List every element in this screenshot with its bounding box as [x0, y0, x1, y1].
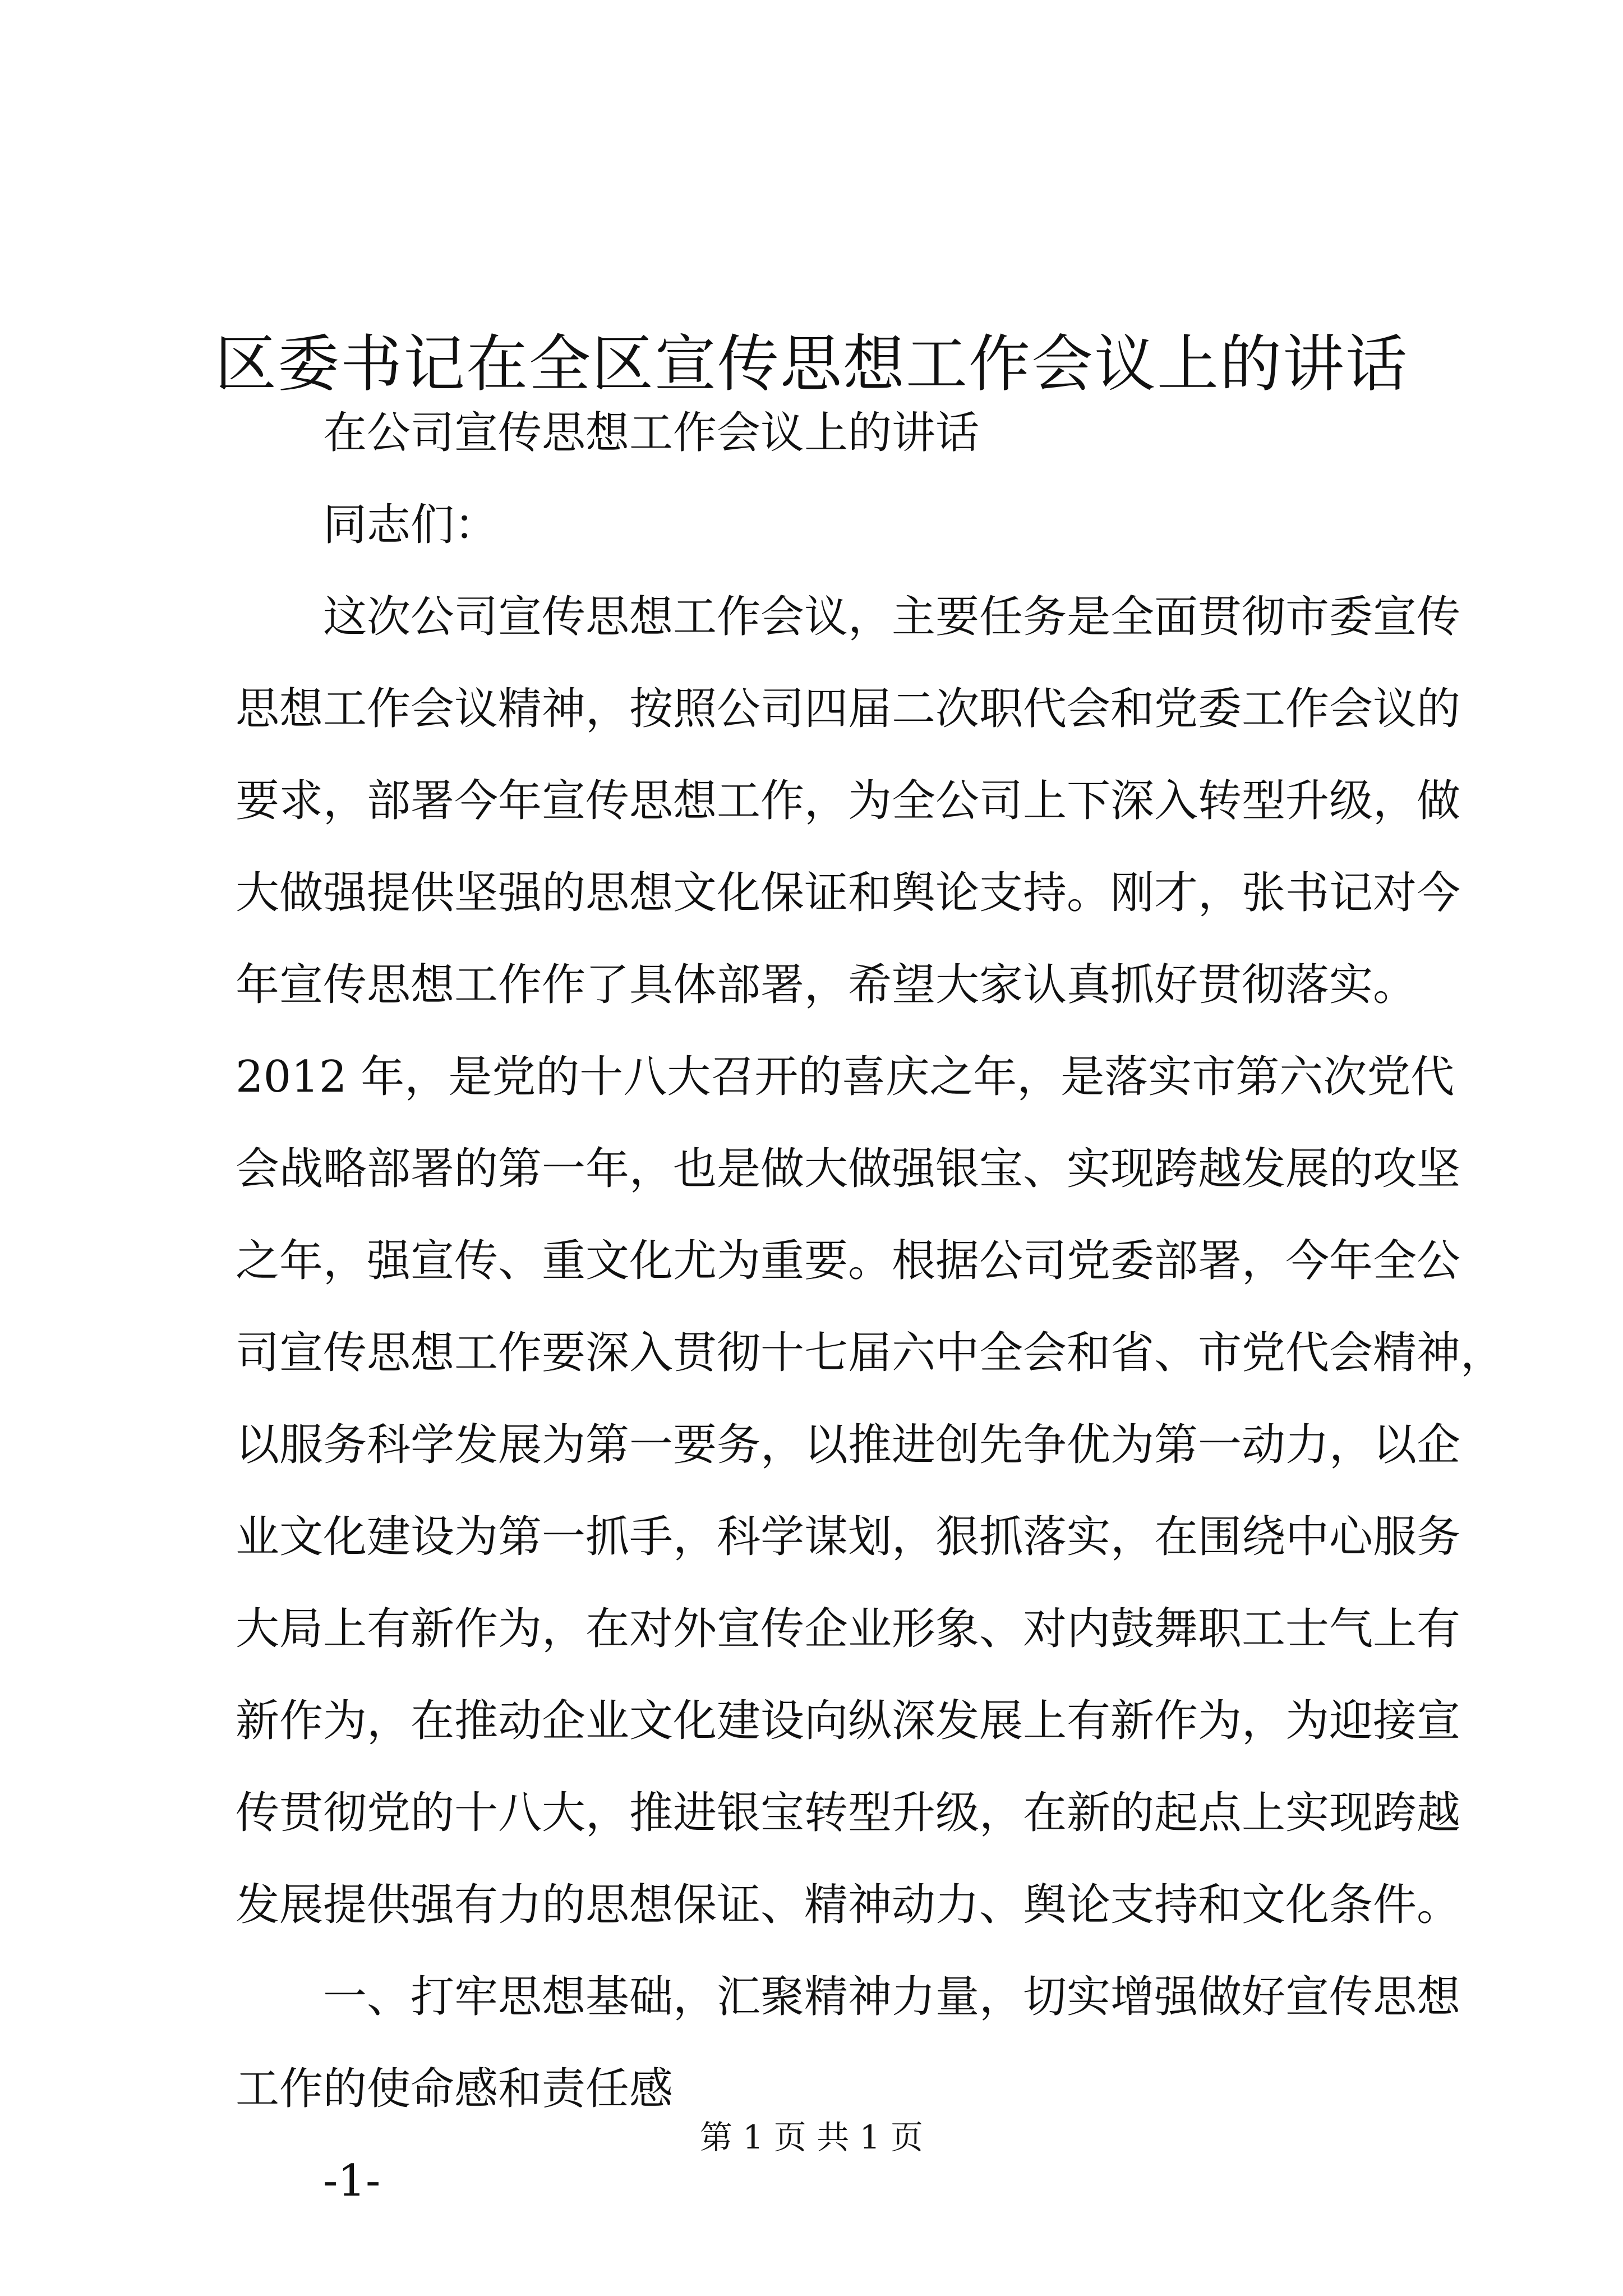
paragraph-line: 发展提供强有力的思想保证、精神动力、舆论支持和文化条件。: [236, 1880, 1461, 1930]
paragraph-line: 要求，部署今年宣传思想工作，为全公司上下深入转型升级，做: [236, 776, 1461, 826]
document-title: 区委书记在全区宣传思想工作会议上的讲话: [215, 328, 1408, 400]
salutation-line: 同志们：: [323, 500, 499, 550]
paragraph-line: 司宣传思想工作要深入贯彻十七届六中全会和省、市党代会精神，: [236, 1328, 1505, 1378]
page-marker: -1-: [323, 2156, 381, 2206]
paragraph-line: 之年，强宣传、重文化尤为重要。根据公司党委部署，今年全公: [236, 1236, 1461, 1286]
paragraph-line: 会战略部署的第一年，也是做大做强银宝、实现跨越发展的攻坚: [236, 1144, 1461, 1194]
paragraph-line: 业文化建设为第一抓手，科学谋划，狠抓落实，在围绕中心服务: [236, 1512, 1461, 1562]
paragraph-line: 以服务科学发展为第一要务，以推进创先争优为第一动力，以企: [236, 1420, 1461, 1470]
paragraph-line: 年宣传思想工作作了具体部署，希望大家认真抓好贯彻落实。: [236, 960, 1417, 1010]
document-body: [236, 387, 1505, 2227]
subtitle-line: 在公司宣传思想工作会议上的讲话: [323, 408, 980, 458]
paragraph-line: 思想工作会议精神，按照公司四届二次职代会和党委工作会议的: [236, 684, 1461, 734]
section-heading-line: 工作的使命感和责任感: [236, 2064, 674, 2114]
paragraph-line: 大做强提供坚强的思想文化保证和舆论支持。刚才，张书记对今: [236, 868, 1461, 918]
paragraph-line: 大局上有新作为，在对外宣传企业形象、对内鼓舞职工士气上有: [236, 1604, 1461, 1654]
page-footer: 第 1 页 共 1 页: [700, 2118, 923, 2156]
paragraph-line: 这次公司宣传思想工作会议，主要任务是全面贯彻市委宣传: [323, 592, 1461, 642]
paragraph-line: 2012 年，是党的十八大召开的喜庆之年，是落实市第六次党代: [236, 1052, 1455, 1102]
paragraph-line: 传贯彻党的十八大，推进银宝转型升级，在新的起点上实现跨越: [236, 1788, 1461, 1838]
paragraph-line: 新作为，在推动企业文化建设向纵深发展上有新作为，为迎接宣: [236, 1696, 1461, 1746]
section-heading-line: 一、打牢思想基础，汇聚精神力量，切实增强做好宣传思想: [323, 1972, 1461, 2022]
